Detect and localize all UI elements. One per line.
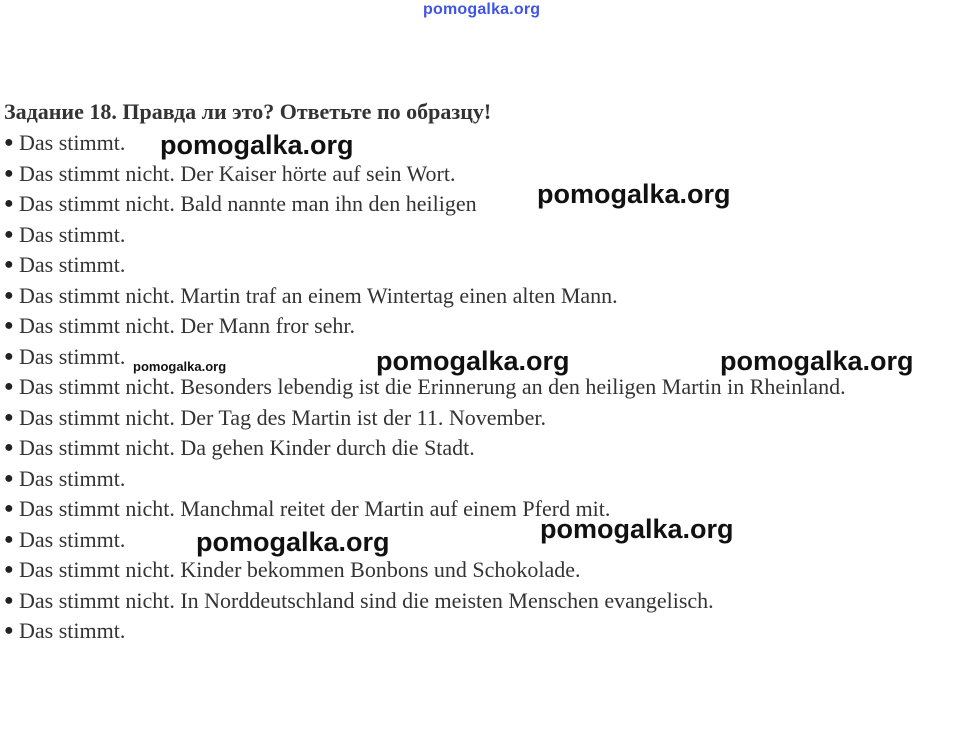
bullet-icon: ● [4, 469, 14, 487]
answer-text: Das stimmt nicht. Manchmal reitet der Martin auf einem Pferd mit. [19, 496, 611, 521]
bullet-icon: ● [4, 134, 14, 151]
bullet-icon: ● [4, 317, 14, 334]
bullet-icon: ● [4, 530, 14, 548]
answer-item [4, 220, 846, 251]
answer-text: Das stimmt. [19, 221, 126, 247]
bullet-icon: ● [4, 561, 14, 578]
bullet-icon: ● [4, 164, 14, 182]
watermark: pomogalka.org [720, 346, 914, 376]
watermark: pomogalka.org [376, 346, 570, 376]
bullet-icon: ● [4, 500, 14, 517]
answer-item [4, 616, 846, 647]
answer-item [4, 555, 846, 586]
watermark: pomogalka.org [196, 527, 390, 557]
answer-text: Das stimmt. [19, 343, 126, 369]
answer-item [4, 311, 846, 342]
bullet-icon: ● [4, 195, 14, 212]
watermark: pomogalka.org [160, 130, 354, 160]
answer-item [4, 403, 846, 434]
bullet-icon: ● [4, 286, 14, 304]
answer-text: Das stimmt nicht. In Norddeutschland sind die meisten Menschen evangelisch. [19, 587, 714, 613]
answer-text: Das stimmt. [19, 465, 126, 491]
watermark: pomogalka.org [537, 179, 731, 209]
watermark: pomogalka.org [540, 514, 734, 544]
bullet-icon: ● [4, 408, 14, 426]
answer-item [4, 464, 846, 495]
answer-text: Das stimmt nicht. Bald nannte man ihn den heiligen [19, 191, 477, 216]
bullet-icon: ● [4, 256, 14, 273]
answer-text: Das stimmt. [19, 252, 126, 277]
answer-text: Das stimmt. [19, 526, 126, 552]
answer-text: Das stimmt. [19, 618, 126, 643]
top-watermark: pomogalka.org [423, 1, 541, 18]
bullet-icon: ● [4, 439, 14, 456]
answer-text: Das stimmt nicht. Da gehen Kinder durch die Stadt. [19, 435, 475, 460]
bullet-icon: ● [4, 622, 14, 639]
answer-text: Das stimmt. [19, 130, 126, 155]
answer-item [4, 586, 846, 617]
answer-text: Das stimmt nicht. Der Kaiser hörte auf sein Wort. [19, 160, 456, 186]
watermark: pomogalka.org [133, 359, 227, 374]
bullet-icon: ● [4, 225, 14, 243]
bullet-icon: ● [4, 347, 14, 365]
bullet-icon: ● [4, 591, 14, 609]
answer-item [4, 128, 846, 159]
answer-item [4, 250, 846, 281]
answer-text: Das stimmt nicht. Der Tag des Martin ist der 11. November. [19, 404, 546, 430]
bullet-icon: ● [4, 378, 14, 395]
task-title: Задание 18. Правда ли это? Ответьте по образцу! [4, 99, 492, 124]
answer-text: Das stimmt nicht. Der Mann fror sehr. [19, 313, 356, 338]
answer-item [4, 433, 846, 464]
answer-text: Das stimmt nicht. Besonders lebendig ist die Erinnerung an den heiligen Martin in Rheinland. [19, 374, 846, 399]
answer-text: Das stimmt nicht. Martin traf an einem Wintertag einen alten Mann. [19, 282, 618, 308]
answer-item [4, 281, 846, 312]
answer-text: Das stimmt nicht. Kinder bekommen Bonbons und Schokolade. [19, 557, 581, 582]
